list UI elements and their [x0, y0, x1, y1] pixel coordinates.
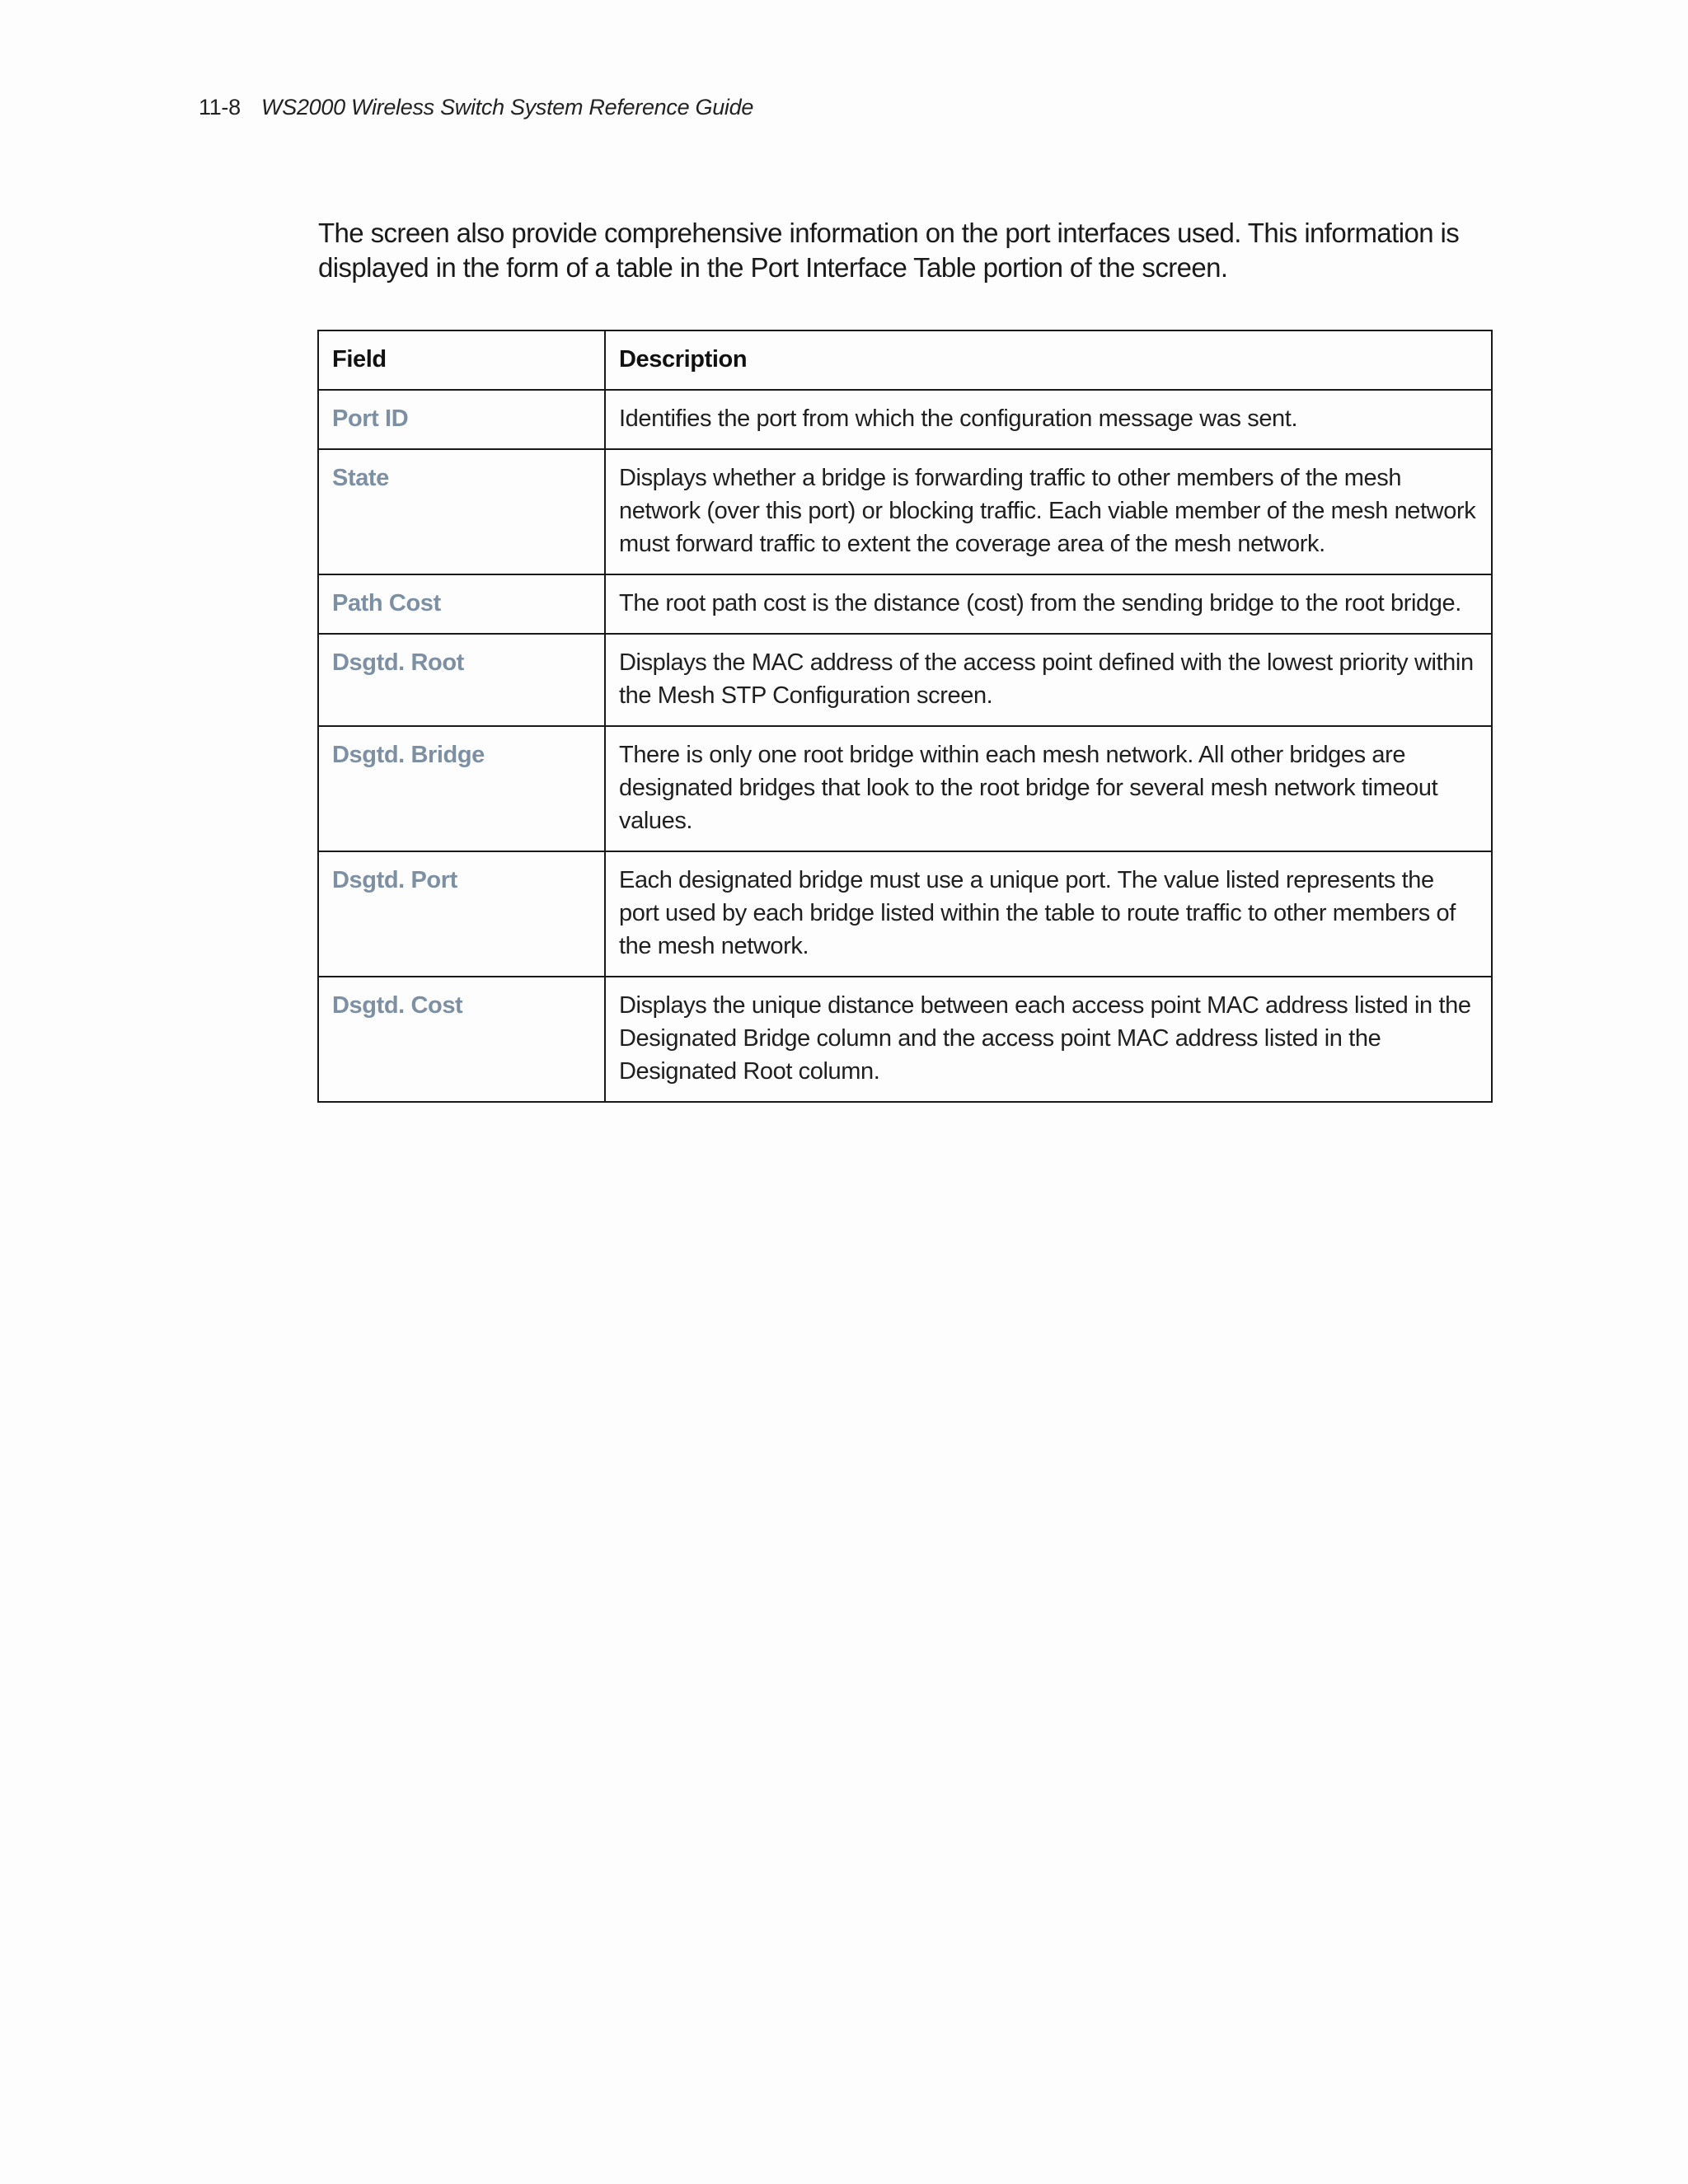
field-description: Displays the MAC address of the access point defined with the lowest priority within the Mesh STP Configuration screen. — [605, 634, 1492, 726]
field-description: Displays the unique distance between each access point MAC address listed in the Designated Bridge column and the access point MAC address listed in the Designated Root column. — [605, 977, 1492, 1102]
field-name-dsgtd-bridge: Dsgtd. Bridge — [318, 726, 605, 851]
guide-title: WS2000 Wireless Switch System Reference Guide — [261, 95, 754, 120]
field-name-dsgtd-cost: Dsgtd. Cost — [318, 977, 605, 1102]
field-description: The root path cost is the distance (cost) from the sending bridge to the root bridge. — [605, 574, 1492, 634]
intro-paragraph: The screen also provide comprehensive information on the port interfaces used. This information is displayed in the form of a table in the Port Interface Table portion of the screen. — [318, 218, 1460, 283]
field-description: Each designated bridge must use a unique port. The value listed represents the port used by each bridge listed within the table to route traffic to other members of the mesh network. — [605, 851, 1492, 977]
table-row — [318, 574, 1492, 634]
field-name-state: State — [318, 449, 605, 574]
field-description: Displays whether a bridge is forwarding traffic to other members of the mesh network (over this port) or blocking traffic. Each viable member of the mesh network must forward traffic to extent the coverage area of the mesh network. — [605, 449, 1492, 574]
page-header — [199, 92, 753, 122]
table-row — [318, 977, 1492, 1102]
column-header-description: Description — [605, 330, 1492, 390]
table-row — [318, 449, 1492, 574]
port-interface-field-table — [317, 330, 1493, 1103]
column-header-field: Field — [318, 330, 605, 390]
table-row — [318, 851, 1492, 977]
field-name-dsgtd-root: Dsgtd. Root — [318, 634, 605, 726]
table-row — [318, 726, 1492, 851]
field-name-dsgtd-port: Dsgtd. Port — [318, 851, 605, 977]
page-number: 11-8 — [199, 95, 241, 120]
table-row — [318, 634, 1492, 726]
field-name-port-id: Port ID — [318, 390, 605, 449]
table-header-row — [318, 330, 1492, 390]
field-description: There is only one root bridge within each mesh network. All other bridges are designated bridges that look to the root bridge for several mesh network timeout values. — [605, 726, 1492, 851]
field-description: Identifies the port from which the configuration message was sent. — [605, 390, 1492, 449]
field-name-path-cost: Path Cost — [318, 574, 605, 634]
table-row — [318, 390, 1492, 449]
